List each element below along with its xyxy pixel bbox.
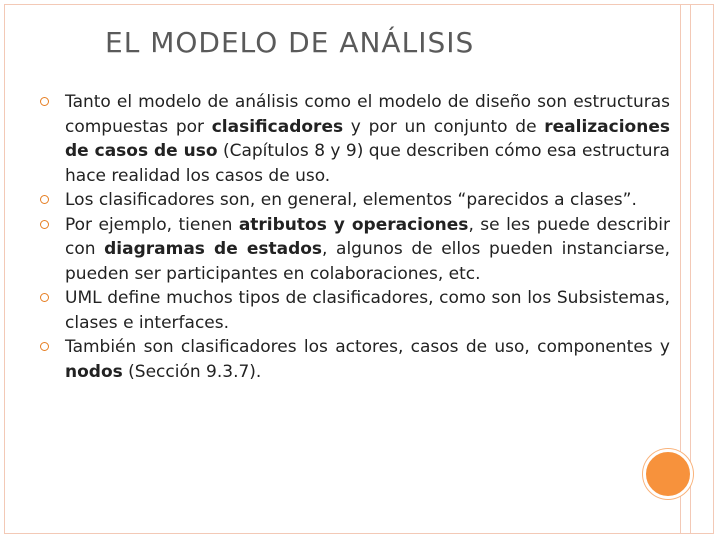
right-border-line-outer — [690, 4, 691, 534]
bullet-icon — [40, 97, 49, 106]
list-item — [40, 90, 670, 188]
decorative-circle — [643, 449, 693, 499]
text-segment: Los clasificadores son, en general, elementos “parecidos a clases”. — [65, 190, 637, 210]
bullet-icon — [40, 293, 49, 302]
list-item — [40, 335, 670, 384]
text-segment: , algunos de ellos pueden instanciarse, pueden ser participantes en colaboraciones, etc. — [65, 239, 671, 284]
bold-term: atributos y operaciones — [238, 214, 469, 235]
list-item — [40, 188, 670, 213]
text-segment: , se les puede describir con — [65, 214, 670, 259]
list-item — [40, 213, 670, 287]
text-segment: y por un conjunto de — [343, 116, 545, 137]
bold-term: realizaciones de casos de uso — [65, 116, 670, 161]
bullet-icon — [40, 220, 49, 229]
slide-title: EL MODELO DE ANÁLISIS — [105, 26, 475, 59]
text-segment: UML define muchos tipos de clasificadores, como son los Subsistemas, clases e interfaces. — [65, 288, 670, 333]
text-segment: También son clasificadores los actores, casos de uso, componentes y — [65, 337, 670, 357]
text-segment: (Sección 9.3.7). — [122, 361, 262, 382]
text-segment: Tanto el modelo de análisis como el modelo de diseño son estructuras compuestas por — [65, 92, 670, 137]
bold-term: diagramas de estados — [104, 239, 323, 259]
text-segment: Por ejemplo, tienen — [65, 214, 239, 235]
bold-term: clasificadores — [211, 116, 344, 137]
bold-term: nodos — [65, 361, 123, 382]
bullet-list — [40, 90, 670, 384]
text-segment: (Capítulos 8 y 9) que describen cómo esa estructura hace realidad los casos de uso. — [65, 141, 670, 186]
bullet-icon — [40, 195, 49, 204]
list-item — [40, 286, 670, 335]
bullet-icon — [40, 342, 49, 351]
